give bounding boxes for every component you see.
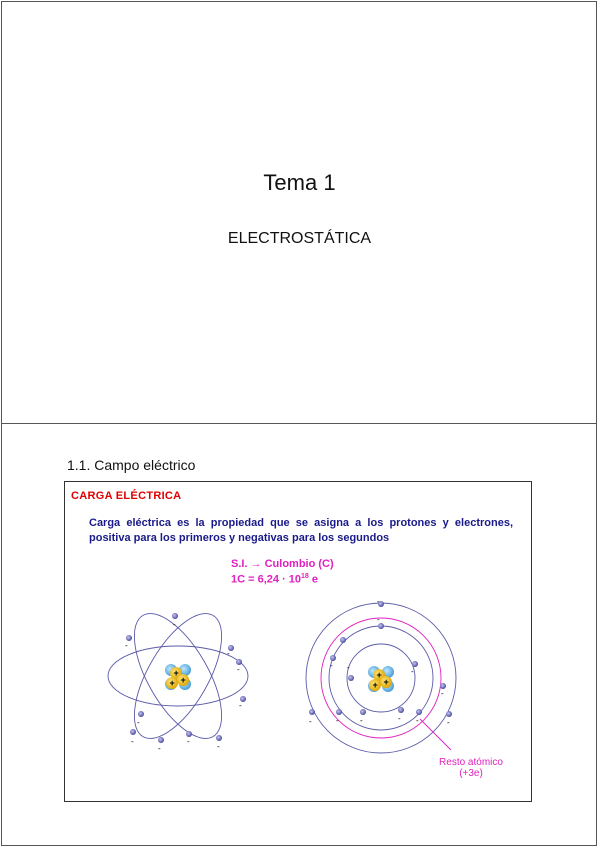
svg-text:-: - xyxy=(239,701,242,710)
unit-coulomb-exponent: 18 xyxy=(301,573,309,580)
svg-text:-: - xyxy=(173,620,176,629)
svg-text:-: - xyxy=(158,744,161,753)
definition-text: Carga eléctrica es la propiedad que se asigna a los protones y electrones, positiva para los primeros y negativas para los segundos xyxy=(89,517,513,544)
svg-text:-: - xyxy=(217,742,220,751)
svg-text:-: - xyxy=(411,667,414,676)
svg-text:-: - xyxy=(447,718,450,727)
slide-title: Tema 1 xyxy=(263,170,336,195)
svg-text:-: - xyxy=(360,716,363,725)
unit-si-line: S.I. → Culombio (C) xyxy=(231,558,334,570)
slide-content-box xyxy=(64,481,532,802)
svg-text:-: - xyxy=(131,737,134,746)
svg-text:-: - xyxy=(416,716,419,725)
svg-text:-: - xyxy=(441,689,444,698)
unit-coulomb-prefix: 1C = 6,24 · 10 xyxy=(231,573,302,586)
svg-text:+: + xyxy=(169,678,175,688)
svg-text:-: - xyxy=(125,641,128,650)
atom-orbital-diagram xyxy=(103,604,263,754)
svg-text:-: - xyxy=(336,716,339,725)
svg-text:-: - xyxy=(137,718,140,727)
unit-coulomb-line xyxy=(231,573,318,586)
svg-text:-: - xyxy=(377,615,380,624)
svg-text:-: - xyxy=(237,665,240,674)
atom-shell-diagram xyxy=(303,600,463,760)
svg-text:-: - xyxy=(398,714,401,723)
slide-heading: CARGA ELÉCTRICA xyxy=(71,490,182,502)
svg-text:-: - xyxy=(187,737,190,746)
nucleus xyxy=(368,666,394,692)
atomic-rest-annotation xyxy=(421,757,521,779)
annotation-line1: Resto atómico xyxy=(439,757,503,768)
svg-text:+: + xyxy=(376,670,382,680)
svg-text:+: + xyxy=(180,675,186,685)
slide-subtitle: ELECTROSTÁTICA xyxy=(227,230,372,247)
svg-text:+: + xyxy=(383,677,389,687)
svg-text:-: - xyxy=(227,649,230,658)
annotation-line2: (+3e) xyxy=(459,768,483,779)
unit-coulomb-suffix: e xyxy=(308,573,319,586)
svg-text:+: + xyxy=(372,680,378,690)
svg-text:-: - xyxy=(347,663,350,672)
electron-signs xyxy=(309,600,450,727)
svg-text:-: - xyxy=(377,600,380,606)
svg-text:-: - xyxy=(309,717,312,726)
section-title: 1.1. Campo eléctrico xyxy=(67,457,196,473)
slide-divider xyxy=(1,423,597,424)
svg-text:-: - xyxy=(330,661,333,670)
svg-text:+: + xyxy=(173,668,179,678)
nucleus xyxy=(165,664,191,690)
